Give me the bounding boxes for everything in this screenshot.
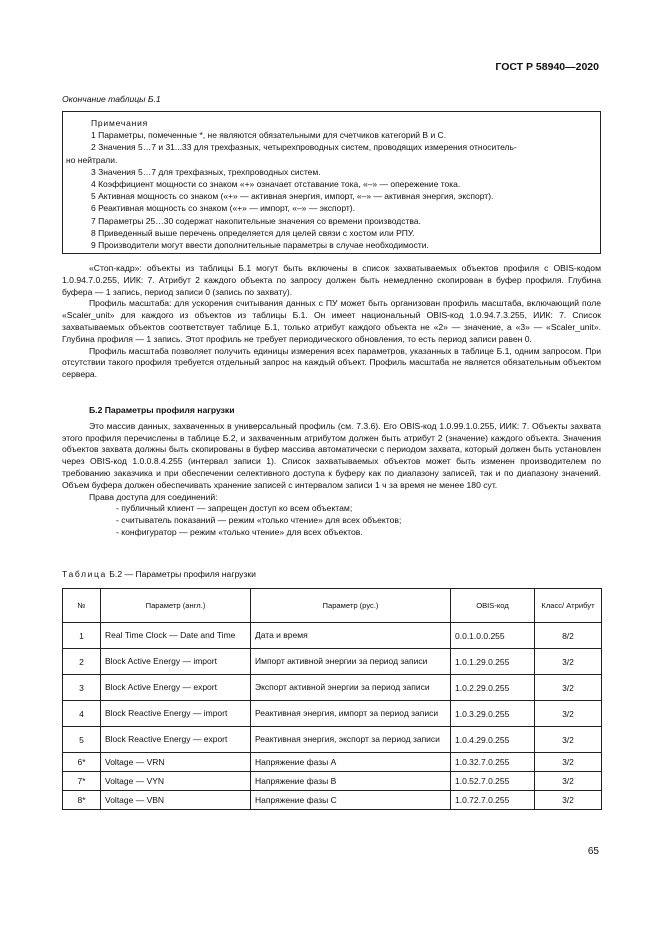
cell-param-ru: Напряжение фазы С (251, 791, 451, 810)
cell-obis: 1.0.52.7.0.255 (451, 772, 535, 791)
cell-class-attr: 3/2 (535, 675, 602, 701)
cell-param-ru: Реактивная энергия, импорт за период записи (251, 701, 451, 727)
cell-obis: 1.0.4.29.0.255 (451, 727, 535, 753)
table-row (63, 772, 602, 791)
table-row (63, 753, 602, 772)
table-caption-prefix: Таблица (62, 569, 107, 579)
paragraph-load-profile: Это массив данных, захваченных в универсальный профиль (см. 7.3.6). Его OBIS-код 1.0.99.1.0.255, ИИК: 7. Объекты захвата этого профиля перечислены в таблице Б.2, и захваченным атрибутом должен быть атрибут 2 (значение) каждого объекта. Значения объектов захвата должны быть скопированы в буфер массива автоматически с периодом захвата, который должен быть установлен через OBIS-код 1.0.0.8.4.255 (интервал записи 1). Список захватываемых объектов может быть изменен производителем по требованию заказчика и при обеспечении селективного доступа к буферу как по диапазону записей, так и по диапазону значений. Объем буфера должен обеспечивать хранение записей с интервалом записи 1 ч за время не менее 180 сут. (62, 420, 601, 490)
cell-obis: 1.0.32.7.0.255 (451, 753, 535, 772)
cell-num: 7* (63, 772, 101, 791)
cell-param-ru: Экспорт активной энергии за период записи (251, 675, 451, 701)
cell-obis: 1.0.2.29.0.255 (451, 675, 535, 701)
note-item: 2 Значения 5…7 и 31...33 для трехфазных, четырехпроводных систем, проводящих измерения относитель- (91, 142, 517, 153)
note-item: 1 Параметры, помеченные *, не являются обязательными для счетчиков категорий В и С. (91, 130, 447, 141)
cell-param-en: Block Active Energy — import (101, 649, 251, 675)
standard-header: ГОСТ Р 58940—2020 (495, 61, 599, 73)
cell-obis: 1.0.1.29.0.255 (451, 649, 535, 675)
header-obis: OBIS-код (451, 589, 535, 623)
header-num: № (63, 589, 101, 623)
cell-class-attr: 3/2 (535, 727, 602, 753)
cell-class-attr: 3/2 (535, 772, 602, 791)
note-item: 5 Активная мощность со знаком («+» — активная энергия, импорт, «–» — активная энергия, экспорт). (91, 191, 494, 202)
cell-param-en: Block Reactive Energy — import (101, 701, 251, 727)
page-number: 65 (587, 846, 599, 857)
cell-obis: 0.0.1.0.0.255 (451, 623, 535, 649)
table-end-caption: Окончание таблицы Б.1 (62, 94, 161, 104)
cell-num: 6* (63, 753, 101, 772)
table-row (63, 727, 602, 753)
cell-num: 2 (63, 649, 101, 675)
notes-title: Примечания (91, 118, 149, 128)
cell-param-ru: Реактивная энергия, экспорт за период записи (251, 727, 451, 753)
note-item: 9 Производители могут ввести дополнительные параметры в случае необходимости. (91, 240, 429, 251)
cell-param-en: Voltage — VYN (101, 772, 251, 791)
paragraph-scale-profile-2: Профиль масштаба позволяет получить единицы измерения всех параметров, указанных в таблице Б.1, одним запросом. При отсутствии такого профиля требуется отдельный запрос на каждый объект. Профиль масштаба не является обязательным объектом сервера. (62, 345, 601, 380)
cell-num: 5 (63, 727, 101, 753)
cell-class-attr: 8/2 (535, 623, 602, 649)
cell-num: 3 (63, 675, 101, 701)
header-class-attr: Класс/ Атрибут (535, 589, 602, 623)
table-caption (62, 569, 256, 579)
cell-class-attr: 3/2 (535, 753, 602, 772)
load-profile-table (62, 588, 602, 810)
table-caption-title: Б.2 — Параметры профиля нагрузки (109, 569, 256, 579)
paragraph-scale-profile: Профиль масштаба: для ускорения считывания данных с ПУ может быть организован профиль масштаба, включающий поле «Scaler_unit» для каждого из объектов из таблицы Б.1. Он имеет национальный OBIS-код 1.0.94.7.3.255, ИИК: 7. Список захватываемых объектов соответствует таблице Б.1, только атрибут каждого объекта не «2» — значение, а «3» — «Scaler_unit». Глубина профиля — 1 запись. Этот профиль не требует периодического обновления, то есть период записи равен 0. (62, 298, 601, 344)
cell-num: 4 (63, 701, 101, 727)
header-param-ru: Параметр (рус.) (251, 589, 451, 623)
section-b2 (62, 405, 601, 539)
access-list-item: - конфигуратор — режим «только чтение» для всех объектов. (116, 526, 363, 537)
table-row (63, 701, 602, 727)
notes (66, 117, 594, 251)
table-row (63, 623, 602, 649)
paragraph-stop-frame: «Стоп-кадр»: объекты из таблицы Б.1 могут быть включены в список захватываемых объектов профиля с OBIS-кодом 1.0.94.7.0.255, ИИК: 7. Атрибут 2 каждого объекта по запросу должен быть немедленно скопирован в буфер профиля. Глубина буфера — 1 запись, период записи 0 (запись по захвату). (62, 263, 601, 297)
paragraph-access-rights: Права доступа для соединений: (89, 491, 218, 502)
table-header-row (63, 589, 602, 623)
cell-num: 1 (63, 623, 101, 649)
cell-param-ru: Напряжение фазы А (251, 753, 451, 772)
access-list-item: - публичный клиент — запрещен доступ ко всем объектам; (116, 503, 353, 514)
cell-class-attr: 3/2 (535, 649, 602, 675)
table-row (63, 675, 602, 701)
note-item: 4 Коэффициент мощности со знаком «+» означает отставание тока, «–» — опережение тока. (91, 179, 461, 190)
cell-param-en: Block Reactive Energy — export (101, 727, 251, 753)
access-list-item: - считыватель показаний — режим «только чтение» для всех объектов; (116, 515, 402, 526)
header-param-en: Параметр (англ.) (101, 589, 251, 623)
cell-param-ru: Импорт активной энергии за период записи (251, 649, 451, 675)
cell-param-ru: Напряжение фазы В (251, 772, 451, 791)
cell-class-attr: 3/2 (535, 791, 602, 810)
cell-num: 8* (63, 791, 101, 810)
note-item: 7 Параметры 25…30 содержат накопительные значения со времени производства. (91, 215, 421, 226)
note-item-continuation: но нейтрали. (66, 154, 118, 165)
section-title: Б.2 Параметры профиля нагрузки (89, 405, 235, 415)
cell-obis: 1.0.3.29.0.255 (451, 701, 535, 727)
note-item: 8 Приведенный выше перечень определяется для целей связи с хостом или РПУ. (91, 227, 415, 238)
table-row (63, 649, 602, 675)
body-text (62, 263, 601, 381)
cell-param-en: Block Active Energy — export (101, 675, 251, 701)
note-item: 3 Значения 5…7 для трехфазных, трехпроводных систем. (91, 166, 321, 177)
table-row (63, 791, 602, 810)
cell-class-attr: 3/2 (535, 701, 602, 727)
cell-param-ru: Дата и время (251, 623, 451, 649)
cell-param-en: Real Time Clock — Date and Time (101, 623, 251, 649)
note-item: 6 Реактивная мощность со знаком («+» — импорт, «–» — экспорт). (91, 203, 355, 214)
cell-param-en: Voltage — VBN (101, 791, 251, 810)
cell-obis: 1.0.72.7.0.255 (451, 791, 535, 810)
cell-param-en: Voltage — VRN (101, 753, 251, 772)
